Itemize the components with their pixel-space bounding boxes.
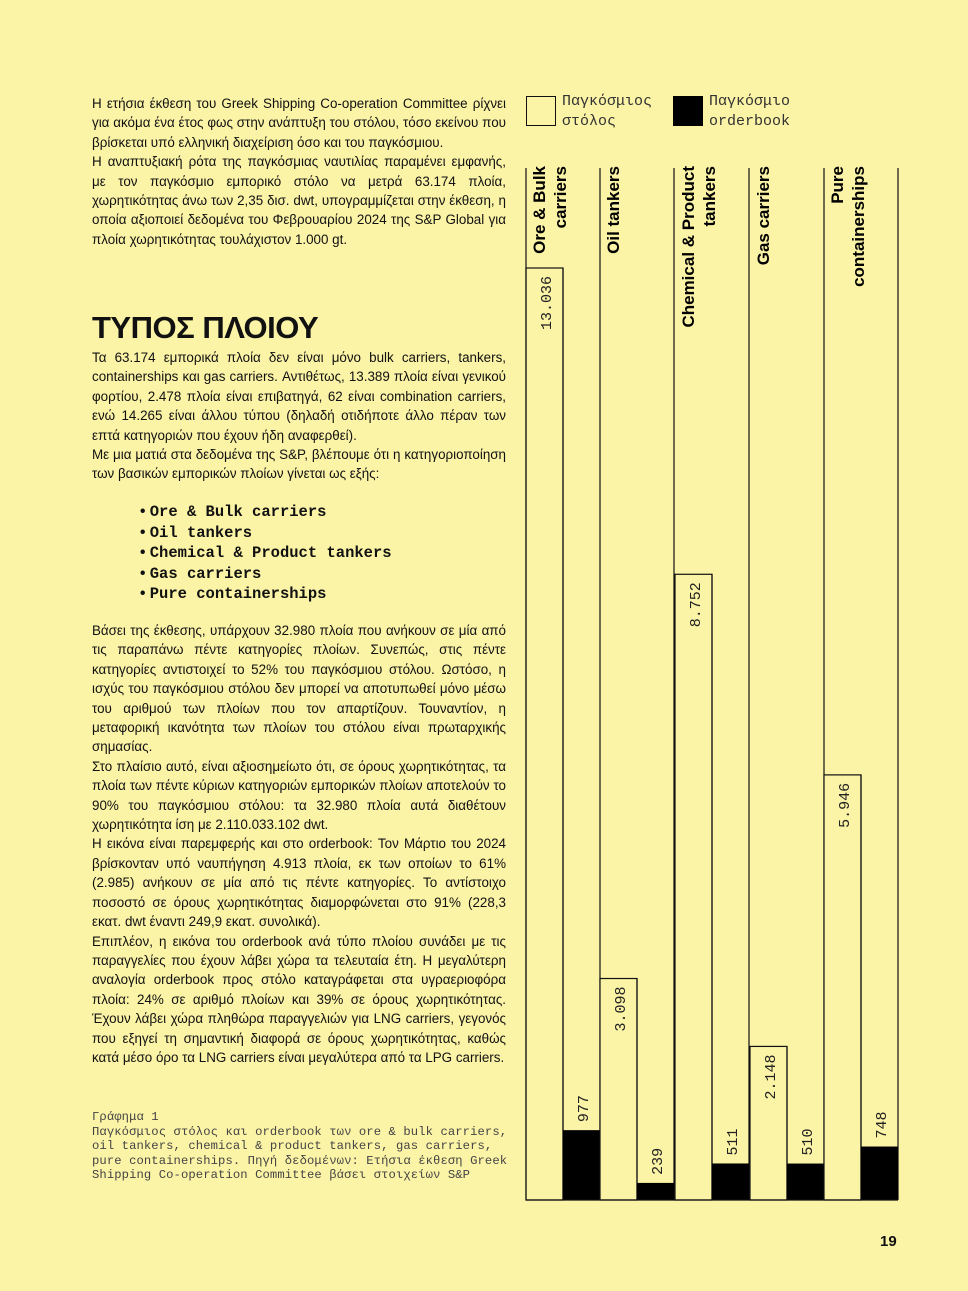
orderbook-bar: [563, 1130, 600, 1200]
caption-text: Γράφημα 1 Παγκόσμιος στόλος και orderbook των ore & bulk carriers, oil tankers, chemical & product tankers, gas carriers, pure containerships. Πηγή δεδομένων: Ετήσια έκθεση Greek Shipping Co-operation Committee βάσει στοιχείων S&P: [92, 1110, 508, 1183]
section-paragraph-2: Με μια ματιά στα δεδομένα της S&P, βλέπουμε ότι η κατηγοριοποίηση των βασικών εμπορικών πλοίων γίνεται ως εξής:: [92, 447, 506, 482]
orderbook-value-label: 977: [576, 1095, 593, 1123]
body-paragraph-4: Επιπλέον, η εικόνα του orderbook ανά τύπο πλοίου συνάδει με τις παραγγελίες που έχουν λάβει χώρα τα τελευταία έτη. Η μεγαλύτερη αναλογία orderbook προς στόλο καταγράφεται στα υγραεριοφόρα πλοία: 24% σε αριθμό πλοίων και 39% σε όρους χωρητικότητας. Έχουν λάβει χώρα πληθώρα παραγγελιών για LNG carriers, γεγονός που εξηγεί τη σημαντική διαφορά σε όρους χωρητικότητας, καθώς κατά μέσο όρο τα LNG carriers είναι μεγαλύτερα από τα LPG carriers.: [92, 933, 506, 1065]
orderbook-value-label: 511: [725, 1128, 742, 1156]
category-label: Chemical & Product: [679, 166, 698, 328]
legend-fleet-label: Παγκόσμιος στόλος: [562, 93, 653, 130]
orderbook-value-label: 748: [874, 1111, 891, 1139]
list-item: • Oil tankers: [140, 523, 392, 544]
category-label: carriers: [551, 166, 570, 229]
category-label: Oil tankers: [604, 166, 623, 254]
category-label: containerships: [849, 166, 868, 287]
orderbook-bar: [637, 1183, 674, 1200]
body-paragraph-1: Βάσει της έκθεσης, υπάρχουν 32.980 πλοία που ανήκουν σε μία από τις παραπάνω πέντε κατηγορίες πλοίων. Συνεπώς, στις πέντε κατηγορίες αντιστοιχεί το 52% του παγκόσμιου στόλου. Ωστόσο, η ισχύς του παγκόσμιου στόλου δεν μπορεί να αποτυπωθεί μόνο μέσω του αριθμού των πλοίων που τον απαρτίζουν. Τουναντίον, η μεταφορική ικανότητα των πλοίων του στόλου είναι πρωταρχικής σημασίας.: [92, 623, 506, 755]
fleet-bar: [675, 574, 712, 1200]
category-label: tankers: [700, 166, 719, 227]
orderbook-bar: [787, 1164, 824, 1200]
category-label: Pure: [828, 166, 847, 204]
list-item: • Pure containerships: [140, 584, 392, 605]
section-heading: ΤΥΠΟΣ ΠΛΟΙΟΥ: [92, 310, 319, 345]
intro-paragraph-2: Η αναπτυξιακή ρότα της παγκόσμιας ναυτιλίας παραμένει εμφανής, με τον παγκόσμιο εμπορικό στόλο να μετρά 63.174 πλοία, χωρητικότητας άνω των 2,35 δισ. dwt, υπογραμμίζεται στην έκθεση, η οποία αξιοποιεί δεδομένα του Φεβρουαρίου 2024 της S&P Global για πλοία χωρητικότητας τουλάχιστον 1.000 gt.: [92, 154, 506, 247]
orderbook-value-label: 239: [650, 1147, 667, 1175]
fleet-bar: [824, 775, 861, 1200]
body-paragraph-2: Στο πλαίσιο αυτό, είναι αξιοσημείωτο ότι, σε όρους χωρητικότητας, τα πλοία των πέντε κύριων κατηγοριών εμπορικών πλοίων αποτελούν το 90% του παγκόσμιου στόλου: τα 32.980 πλοία αυτά διαθέτουν χωρητικότητα ίση με 2.110.033.102 dwt.: [92, 758, 506, 833]
fleet-value-label: 3.098: [613, 986, 630, 1032]
page-number: 19: [880, 1233, 897, 1250]
orderbook-bar: [712, 1163, 749, 1200]
category-label: Gas carriers: [754, 166, 773, 266]
category-label: Ore & Bulk: [530, 166, 549, 254]
orderbook-bar: [861, 1147, 898, 1200]
fleet-value-label: 5.946: [837, 782, 854, 828]
fleet-value-label: 8.752: [688, 582, 705, 628]
legend-orderbook-label: Παγκόσμιο orderbook: [709, 93, 791, 130]
fleet-bar: [526, 268, 563, 1200]
list-item: • Chemical & Product tankers: [140, 543, 392, 564]
intro-paragraph-1: Η ετήσια έκθεση του Greek Shipping Co-operation Committee ρίχνει για ακόμα ένα έτος φως στην ανάπτυξη του στόλου, τόσο εκείνου που βρίσκεται υπό ελληνική διαχείριση όσο και του παγκόσμιου.: [92, 96, 506, 150]
list-item: • Gas carriers: [140, 564, 392, 585]
body-paragraph-3: Η εικόνα είναι παρεμφερής και στο orderbook: Τον Μάρτιο του 2024 βρίσκονταν υπό ναυπήγηση 4.913 πλοία, εκ των οποίων το 61% (2.985) ανήκουν σε μία από τις πέντε κατηγορίες. Το αντίστοιχο ποσοστό σε όρους χωρητικότητας διαμορφώνεται στο 91% (228,3 εκατ. dwt έναντι 249,9 εκατ. συνολικά).: [92, 836, 506, 930]
orderbook-value-label: 510: [800, 1128, 817, 1156]
fleet-value-label: 2.148: [763, 1054, 780, 1100]
fleet-value-label: 13.036: [539, 276, 556, 331]
section-paragraph-1: Τα 63.174 εμπορικά πλοία δεν είναι μόνο bulk carriers, tankers, containerships και gas carriers. Αντιθέτως, 13.389 πλοία είναι γενικού φορτίου, 2.478 πλοία είναι επιβατηγά, 62 είναι combination carriers, ενώ 14.265 είναι άλλου τύπου (δηλαδή οτιδήποτε άλλο πέραν των επτά κατηγοριών που έχουν ήδη αναφερθεί).: [92, 350, 506, 443]
list-item: • Ore & Bulk carriers: [140, 502, 392, 523]
